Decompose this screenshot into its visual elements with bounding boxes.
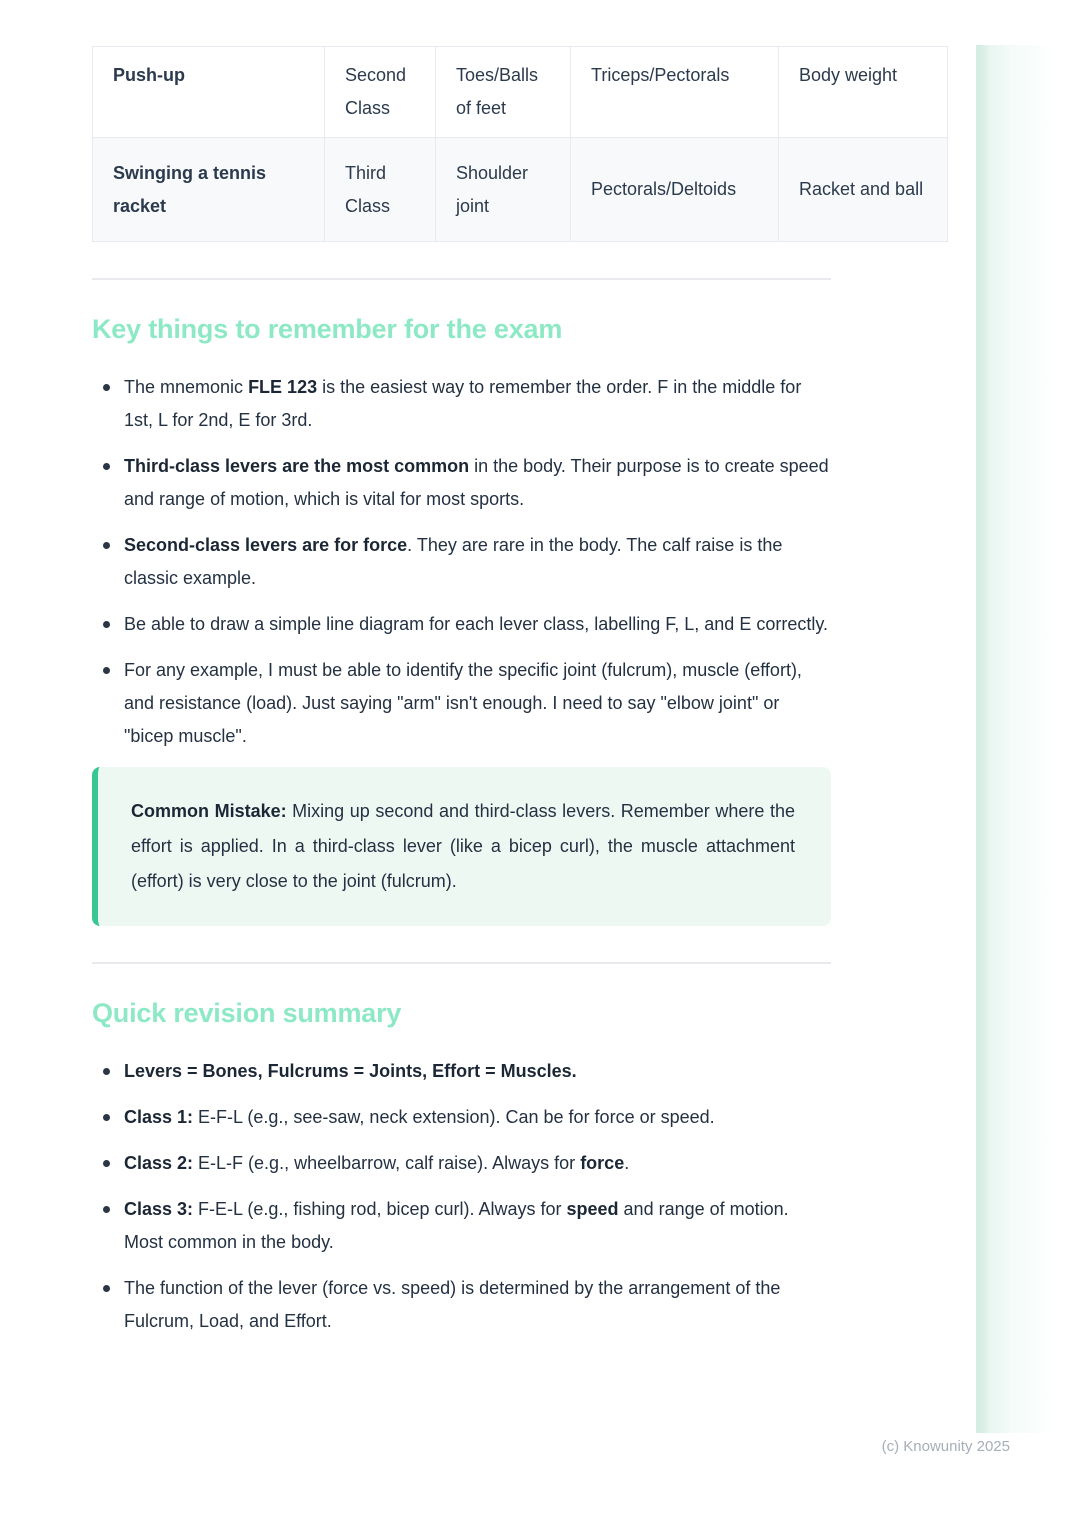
table-cell-example: Swinging a tennis racket: [93, 138, 325, 242]
list-item: [92, 450, 831, 516]
table-cell-effort: Pectorals/Deltoids: [571, 138, 779, 242]
table-cell-class: Second Class: [325, 47, 436, 138]
list-item-text: Third-class levers are the most common in the body. Their purpose is to create speed and range of motion, which is vital for most sports.: [124, 456, 829, 509]
list-item: [92, 1055, 831, 1088]
list-item: [92, 1101, 831, 1134]
table-cell-fulcrum: Toes/Balls of feet: [436, 47, 571, 138]
table-cell-class: Third Class: [325, 138, 436, 242]
section-divider: [92, 278, 831, 280]
table-cell-fulcrum: Shoulder joint: [436, 138, 571, 242]
bullet-dot: [103, 384, 110, 391]
quick-revision-list: [92, 1055, 831, 1338]
section-heading-key-things: Key things to remember for the exam: [92, 314, 563, 344]
common-mistake-callout: Common Mistake: Mixing up second and third-class levers. Remember where the effort is applied. In a third-class lever (like a bicep curl), the muscle attachment (effort) is very close to the joint (fulcrum).: [92, 767, 831, 926]
list-item-text: Class 2: E-L-F (e.g., wheelbarrow, calf raise). Always for force.: [124, 1153, 630, 1173]
bullet-dot: [103, 621, 110, 628]
list-item: [92, 1272, 831, 1338]
table-row: [93, 138, 948, 242]
list-item: [92, 654, 831, 753]
table-cell-load: Racket and ball: [779, 138, 948, 242]
bullet-dot: [103, 1068, 110, 1075]
bullet-dot: [103, 463, 110, 470]
list-item: [92, 529, 831, 595]
copyright-text: (c) Knowunity 2025: [881, 1438, 1010, 1455]
table-cell-example: Push-up: [93, 47, 325, 138]
list-item-text: Class 1: E-F-L (e.g., see-saw, neck extension). Can be for force or speed.: [124, 1107, 715, 1127]
table-cell-load: Body weight: [779, 47, 948, 138]
list-item-text: Class 3: F-E-L (e.g., fishing rod, bicep curl). Always for speed and range of motion. Most common in the body.: [124, 1199, 789, 1252]
bullet-dot: [103, 1206, 110, 1213]
list-item: [92, 1147, 831, 1180]
bullet-dot: [103, 667, 110, 674]
list-item: [92, 608, 831, 641]
list-item-text: The mnemonic FLE 123 is the easiest way to remember the order. F in the middle for 1st, L for 2nd, E for 3rd.: [124, 377, 802, 430]
table-cell-effort: Triceps/Pectorals: [571, 47, 779, 138]
bullet-dot: [103, 1160, 110, 1167]
right-gradient-strip: [976, 45, 1056, 1433]
list-item-text: The function of the lever (force vs. speed) is determined by the arrangement of the Fulcrum, Load, and Effort.: [124, 1278, 781, 1331]
bullet-dot: [103, 1285, 110, 1292]
page-content: [92, 46, 948, 1351]
list-item-text: For any example, I must be able to identify the specific joint (fulcrum), muscle (effort), and resistance (load). Just saying "arm" isn't enough. I need to say "elbow joint" or "bicep muscle".: [124, 660, 802, 746]
list-item-text: Levers = Bones, Fulcrums = Joints, Effort = Muscles.: [124, 1061, 577, 1081]
list-item: [92, 371, 831, 437]
bullet-dot: [103, 1114, 110, 1121]
section-divider: [92, 962, 831, 964]
list-item-text: Second-class levers are for force. They are rare in the body. The calf raise is the classic example.: [124, 535, 783, 588]
bullet-dot: [103, 542, 110, 549]
list-item-text: Be able to draw a simple line diagram for each lever class, labelling F, L, and E correctly.: [124, 614, 829, 634]
section-heading-quick-revision: Quick revision summary: [92, 998, 402, 1028]
table-row: [93, 47, 948, 138]
levers-examples-table: [92, 46, 948, 242]
key-things-list: [92, 371, 831, 753]
list-item: [92, 1193, 831, 1259]
